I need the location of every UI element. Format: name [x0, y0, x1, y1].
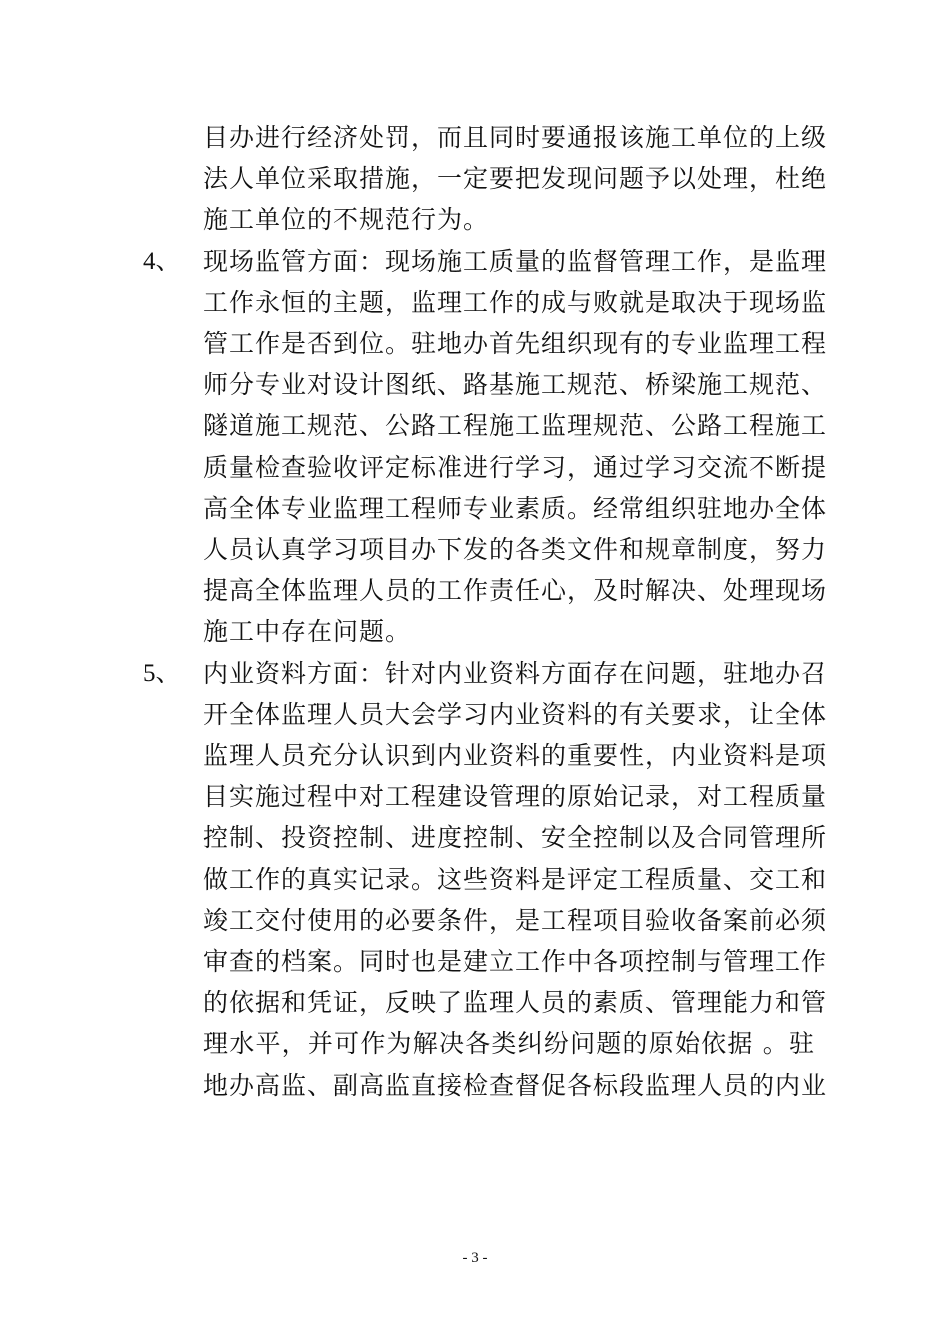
text-line: 审查的档案。同时也是建立工作中各项控制与管理工作	[203, 947, 828, 976]
text-line: 地办高监、副高监直接检查督促各标段监理人员的内业	[203, 1070, 828, 1100]
text-line: 监理人员充分认识到内业资料的重要性，内业资料是项	[203, 741, 828, 770]
text-line: 管工作是否到位。驻地办首先组织现有的专业监理工程	[203, 329, 828, 358]
text-line: 的依据和凭证，反映了监理人员的素质、管理能力和管	[203, 988, 828, 1018]
text-line: 质量检查验收评定标准进行学习，通过学习交流不断提	[203, 452, 828, 482]
text-line: 高全体专业监理工程师专业素质。经常组织驻地办全体	[203, 493, 828, 523]
text-line: 人员认真学习项目办下发的各类文件和规章制度，努力	[203, 535, 828, 564]
text-line: 理水平，并可作为解决各类纠纷问题的原始依据 。驻	[203, 1029, 815, 1059]
list-item-number: 4、	[143, 247, 181, 275]
text-line: 控制、投资控制、进度控制、安全控制以及合同管理所	[203, 823, 828, 853]
text-line: 提高全体监理人员的工作责任心，及时解决、处理现场	[203, 576, 828, 606]
text-line: 师分专业对设计图纸、路基施工规范、桥梁施工规范、	[203, 370, 828, 400]
text-line: 开全体监理人员大会学习内业资料的有关要求，让全体	[203, 699, 828, 729]
text-line: 工作永恒的主题，监理工作的成与败就是取决于现场监	[203, 287, 828, 317]
list-item-number: 5、	[143, 659, 181, 687]
text-line: 施工单位的不规范行为。	[203, 205, 490, 235]
text-line: 做工作的真实记录。这些资料是评定工程质量、交工和	[203, 864, 828, 894]
text-line: 目实施过程中对工程建设管理的原始记录，对工程质量	[203, 782, 828, 812]
page-number: - 3 -	[462, 1250, 488, 1266]
text-line: 施工中存在问题。	[203, 617, 412, 647]
text-line: 目办进行经济处罚，而且同时要通报该施工单位的上级	[203, 123, 828, 152]
text-line: 现场监管方面：现场施工质量的监督管理工作，是监理	[203, 246, 828, 276]
text-line: 内业资料方面：针对内业资料方面存在问题，驻地办召	[203, 658, 828, 688]
text-line: 法人单位采取措施，一定要把发现问题予以处理，杜绝	[203, 164, 828, 194]
text-line: 竣工交付使用的必要条件，是工程项目验收备案前必须	[203, 905, 828, 935]
text-line: 隧道施工规范、公路工程施工监理规范、公路工程施工	[203, 411, 828, 441]
